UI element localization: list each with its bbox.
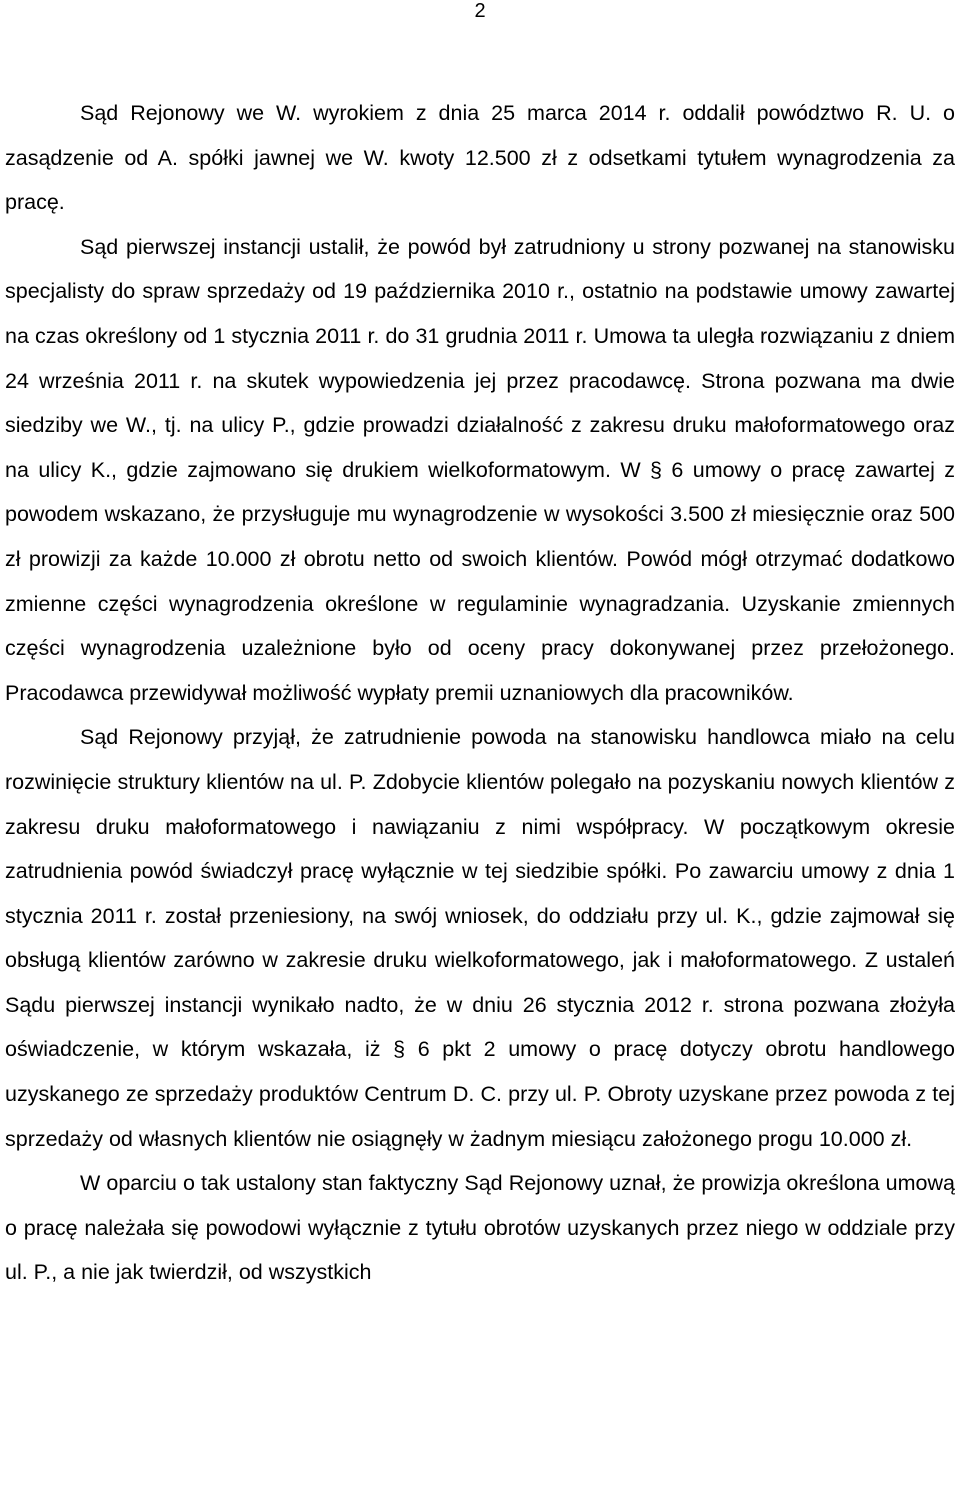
paragraph-employment-purpose: Sąd Rejonowy przyjął, że zatrudnienie powoda na stanowisku handlowca miało na celu rozwinięcie struktury klientów na ul. P. Zdobycie klientów polegało na pozyskaniu nowych klientów z zakresu druku małoformatowego i nawiązaniu z nimi współpracy. W początkowym okresie zatrudnienia powód świadczył pracę wyłącznie w tej siedzibie spółki. Po zawarciu umowy z dnia 1 stycznia 2011 r. został przeniesiony, na swój wniosek, do oddziału przy ul. K., gdzie zajmował się obsługą klientów zarówno w zakresie druku wielkoformatowego, jak i małoformatowego. Z ustaleń Sądu pierwszej instancji wynikało nadto, że w dniu 26 stycznia 2012 r. strona pozwana złożyła oświadczenie, w którym wskazała, iż § 6 pkt 2 umowy o pracę dotyczy obrotu handlowego uzyskanego ze sprzedaży produktów Centrum D. C. przy ul. P. Obroty uzyskane przez powoda z tej sprzedaży od własnych klientów nie osiągnęły w żadnym miesiącu założonego progu 10.000 zł. [5,725,955,1151]
paragraph-factual-findings: Sąd pierwszej instancji ustalił, że powód był zatrudniony u strony pozwanej na stanowisku specjalisty do spraw sprzedaży od 19 października 2010 r., ostatnio na podstawie umowy zawartej na czas określony od 1 stycznia 2011 r. do 31 grudnia 2011 r. Umowa ta uległa rozwiązaniu z dniem 24 września 2011 r. na skutek wypowiedzenia jej przez pracodawcę. Strona pozwana ma dwie siedziby we W., tj. na ulicy P., gdzie prowadzi działalność z zakresu druku małoformatowego oraz na ulicy K., gdzie zajmowano się drukiem wielkoformatowym. W § 6 umowy o pracę zawartej z powodem wskazano, że przysługuje mu wynagrodzenie w wysokości 3.500 zł miesięcznie oraz 500 zł prowizji za każde 10.000 zł obrotu netto od swoich klientów. Powód mógł otrzymać dodatkowo zmienne części wynagrodzenia określone w regulaminie wynagradzania. Uzyskanie zmiennych części wynagrodzenia uzależnione było od oceny pracy dokonywanej przez przełożonego. Pracodawca przewidywał możliwość wypłaty premii uznaniowych dla pracowników. [5,234,955,705]
paragraph-judgment-summary: Sąd Rejonowy we W. wyrokiem z dnia 25 marca 2014 r. oddalił powództwo R. U. o zasądzenie od A. spółki jawnej we W. kwoty 12.500 zł z odsetkami tytułem wynagrodzenia za pracę. [5,101,955,215]
page-number: 2 [474,0,486,22]
paragraph-court-conclusion: W oparciu o tak ustalony stan faktyczny Sąd Rejonowy uznał, że prowizja określona umową o pracę należała się powodowi wyłącznie z tytułu obrotów uzyskanych przez niego w oddziale przy ul. P., a nie jak twierdził, od wszystkich [5,1171,955,1285]
document-body [5,91,955,1295]
